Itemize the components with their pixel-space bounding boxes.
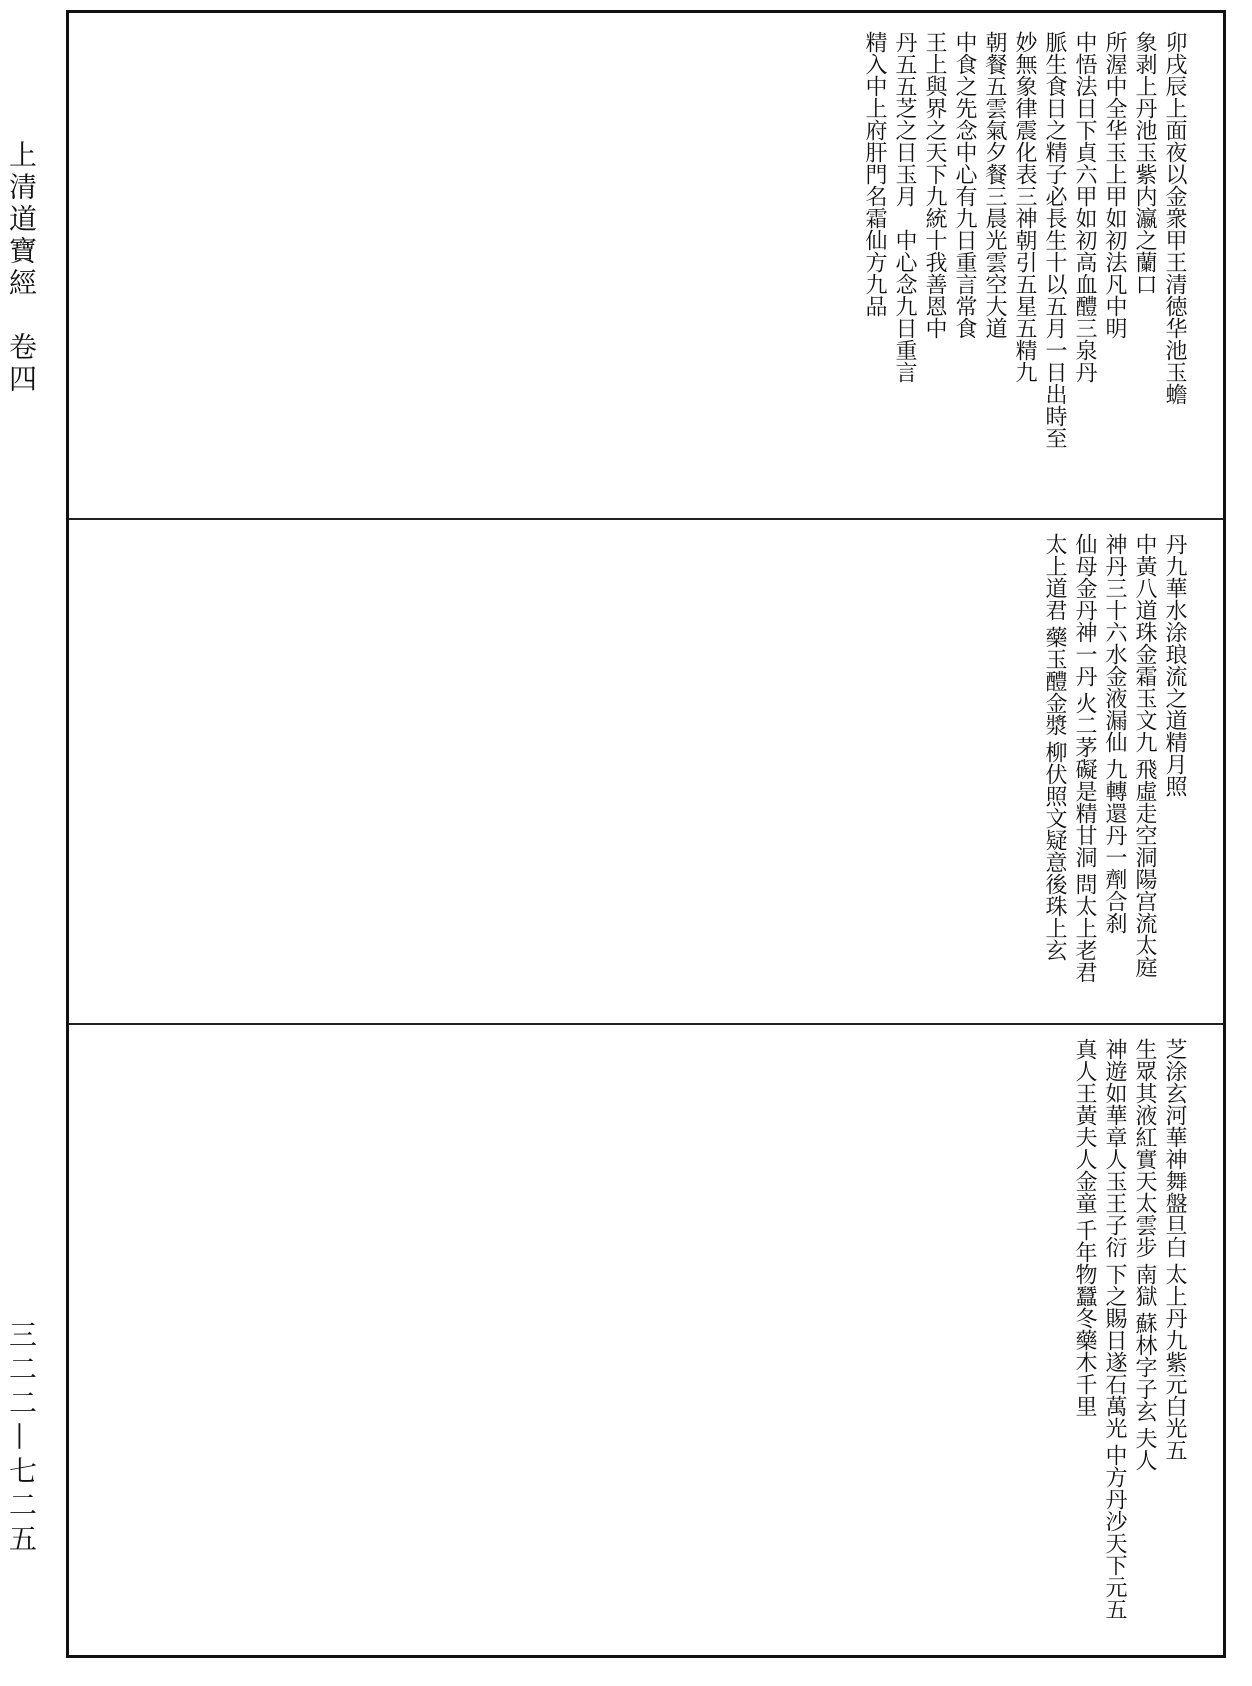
panel-divider-1 — [69, 518, 1223, 520]
text-column: 朝餐五雲氣夕餐三晨光雲空大道 — [982, 31, 1007, 339]
margin-title: 上清道寶經 卷四 — [5, 140, 38, 396]
panel-divider-2 — [69, 1023, 1223, 1025]
text-column: 脈生食日之精子必長生十以五月一日出時至 — [1042, 31, 1067, 449]
text-column: 中食之先念中心有九日重言常食 — [952, 31, 977, 339]
text-column: 妙無象律震化表三神朝引五星五精九 — [1012, 31, 1037, 383]
text-column: 神丹三十六水金液漏仙 — [1102, 533, 1127, 753]
text-column: 夫人 — [1132, 1427, 1157, 1472]
page-frame — [66, 10, 1226, 1658]
text-column: 中方丹沙天下元五 — [1102, 1444, 1127, 1621]
text-column: 下之賜日遂石萬光 — [1102, 1263, 1127, 1440]
text-column: 丹五五芝之日玉月 中心念九日重言 — [892, 31, 917, 383]
text-column: 仙母金丹神一丹 — [1072, 533, 1097, 687]
text-column: 中黃八道珠金霜玉文九 — [1132, 533, 1157, 753]
text-column: 問太上老君 — [1072, 873, 1097, 984]
text-column: 丹九華水涂琅流之道精月照 — [1162, 533, 1187, 797]
text-column: 精入中上府肝門名霜仙方九品 — [862, 31, 887, 317]
text-column: 飛虛走空洞陽宫流太庭 — [1132, 758, 1157, 979]
text-column: 王上與界之天下九統十我善恩中 — [922, 31, 947, 339]
text-column: 太上道君 — [1042, 533, 1067, 621]
panel-top — [109, 31, 1189, 506]
text-column: 中悟法日下貞六甲如初高血醴三泉丹 — [1072, 31, 1097, 383]
text-column: 九轉還丹一劑合刹 — [1102, 758, 1127, 935]
text-column: 所渥中全华玉上甲如初法凡中明 — [1102, 31, 1127, 339]
text-column: 千年物蠶冬藥木千里 — [1072, 1219, 1097, 1418]
panel-bottom — [109, 1038, 1189, 1638]
text-column: 蘇林字子玄 — [1132, 1312, 1157, 1423]
text-column: 芝涂玄河華神舞盤旦白 — [1162, 1038, 1187, 1258]
text-column: 太上丹九紫元白光五 — [1162, 1263, 1187, 1462]
text-column: 生眾其液紅實天太雲步 — [1132, 1038, 1157, 1258]
text-column: 真人王黃夫人金童 — [1072, 1038, 1097, 1214]
text-column: 藥玉醴金漿 — [1042, 626, 1067, 737]
panel-middle — [109, 533, 1189, 1008]
text-column: 南獄 — [1132, 1263, 1157, 1308]
text-column: 神遊如華章人玉王子衍 — [1102, 1038, 1127, 1258]
text-column: 柳伏照文疑意後珠上玄 — [1042, 741, 1067, 962]
margin-page-number: 三二二—七二五 — [5, 1320, 38, 1558]
text-column: 卯戌辰上面夜以金衆甲王清徳华池玉蟾 — [1162, 31, 1187, 405]
text-column: 象剥上丹池玉紫内瀛之蘭口 — [1132, 31, 1157, 295]
text-column: 火二茅礙是精甘洞 — [1072, 692, 1097, 869]
